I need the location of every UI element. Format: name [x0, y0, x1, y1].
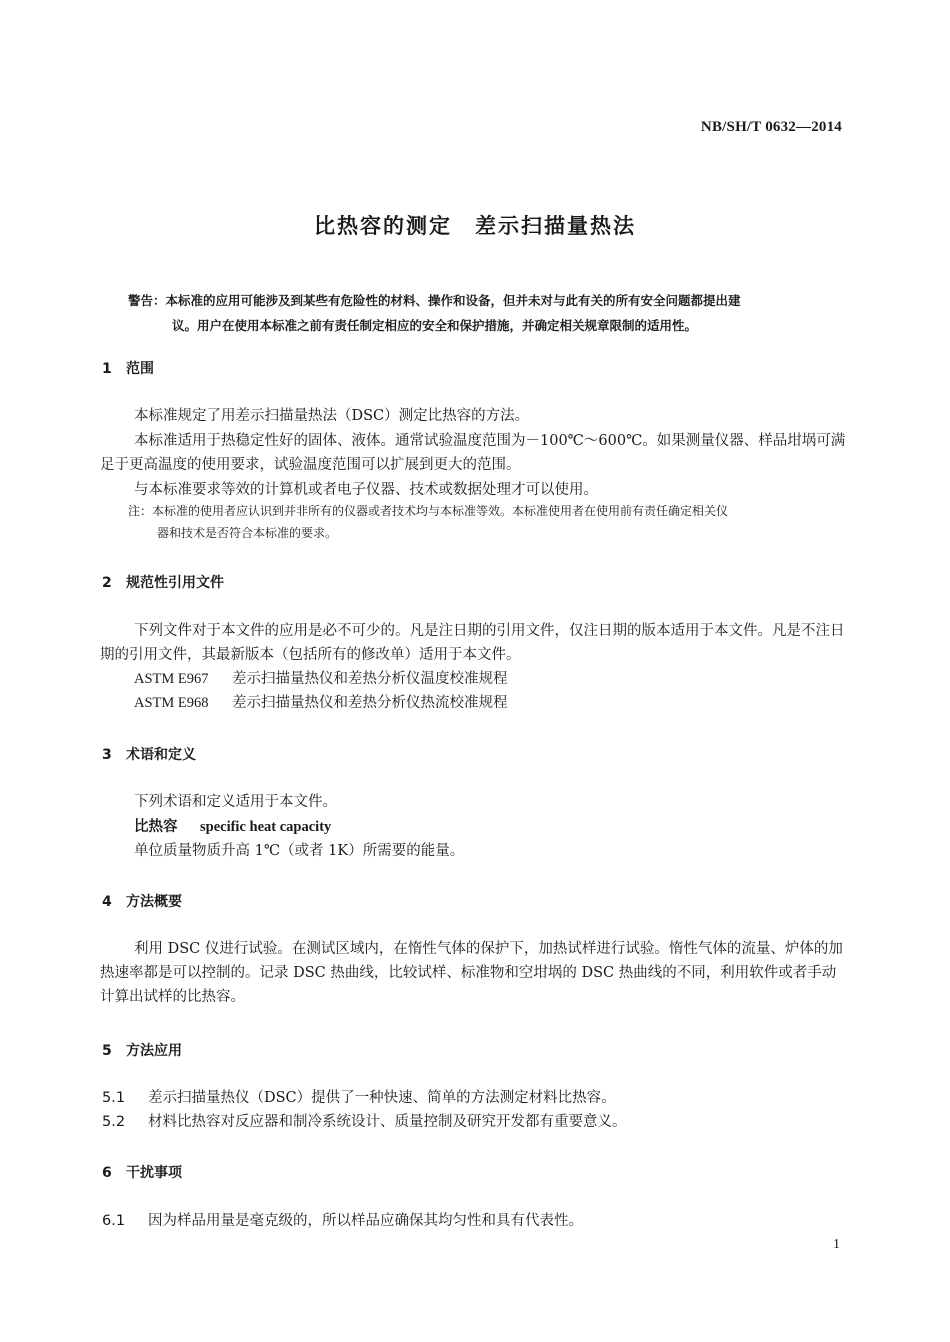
term-chinese: 比热容 — [134, 819, 178, 835]
section-2-para-1: 下列文件对于本文件的应用是必不可少的。凡是注日期的引用文件，仅注日期的版本适用于本文件。凡是不注日期的引用文件，其最新版本（包括所有的修改单）适用于本文件。 — [100, 623, 845, 663]
section-number: 6 — [102, 1165, 112, 1181]
section-title: 方法应用 — [126, 1043, 182, 1059]
clause-number: 5.2 — [102, 1114, 126, 1130]
page-number: 1 — [833, 1237, 840, 1252]
reference-title: 差示扫描量热仪和差热分析仪热流校准规程 — [232, 695, 508, 711]
clause-5-2 — [102, 1110, 627, 1134]
section-3-para-1: 下列术语和定义适用于本文件。 — [134, 794, 337, 810]
clause-5-1 — [102, 1086, 616, 1110]
note-line-2: 器和技术是否符合本标准的要求。 — [157, 526, 338, 540]
term-english: specific heat capacity — [200, 819, 332, 835]
section-1-para-2: 本标准适用于热稳定性好的固体、液体。通常试验温度范围为－100℃～600℃。如果测量仪器、样品坩埚可满足于更高温度的使用要求，试验温度范围可以扩展到更大的范围。 — [100, 433, 846, 473]
section-number: 3 — [102, 747, 112, 763]
section-title: 方法概要 — [126, 894, 182, 910]
section-title: 术语和定义 — [126, 747, 196, 763]
section-title: 规范性引用文件 — [126, 575, 224, 591]
warning-line-2: 议。用户在使用本标准之前有责任制定相应的安全和保护措施，并确定相关规章限制的适用性。 — [172, 318, 698, 333]
clause-number: 6.1 — [102, 1213, 126, 1229]
section-1-note — [128, 500, 850, 544]
clause-text: 材料比热容对反应器和制冷系统设计、质量控制及研究开发都有重要意义。 — [148, 1114, 627, 1130]
section-2-heading — [102, 572, 224, 592]
section-3-heading — [102, 744, 196, 764]
clause-6-1 — [102, 1209, 583, 1233]
reference-item — [134, 691, 508, 715]
warning-block — [128, 288, 848, 338]
section-5-heading — [102, 1040, 182, 1060]
clause-text: 因为样品用量是毫克级的，所以样品应确保其均匀性和具有代表性。 — [148, 1213, 583, 1229]
section-1-heading — [102, 358, 154, 378]
reference-item — [134, 667, 508, 691]
term-definition: 单位质量物质升高 1℃（或者 1K）所需要的能量。 — [134, 843, 465, 859]
section-1-para-3: 与本标准要求等效的计算机或者电子仪器、技术或数据处理才可以使用。 — [134, 482, 598, 498]
section-number: 4 — [102, 894, 112, 910]
section-number: 2 — [102, 575, 112, 591]
section-6-heading — [102, 1162, 182, 1182]
section-4-heading — [102, 891, 182, 911]
section-number: 1 — [102, 361, 112, 377]
section-number: 5 — [102, 1043, 112, 1059]
section-1-para-1: 本标准规定了用差示扫描量热法（DSC）测定比热容的方法。 — [134, 408, 530, 424]
warning-line-1: 警告：本标准的应用可能涉及到某些有危险性的材料、操作和设备，但并未对与此有关的所有安全问题都提出建 — [128, 293, 741, 308]
reference-code: ASTM E968 — [134, 695, 209, 711]
section-title: 范围 — [126, 361, 154, 377]
reference-code: ASTM E967 — [134, 671, 209, 687]
note-line-1: 注：本标准的使用者应认识到并非所有的仪器或者技术均与本标准等效。本标准使用者在使用前有责任确定相关仪 — [128, 504, 729, 518]
clause-text: 差示扫描量热仪（DSC）提供了一种快速、简单的方法测定材料比热容。 — [148, 1090, 616, 1106]
section-4-para-1: 利用 DSC 仪进行试验。在测试区域内，在惰性气体的保护下，加热试样进行试验。惰性气体的流量、炉体的加热速率都是可以控制的。记录 DSC 热曲线，比较试样、标准物和空坩埚的 DSC 热曲线的不同，利用软件或者手动计算出试样的比热容。 — [100, 941, 843, 1005]
section-title: 干扰事项 — [126, 1165, 182, 1181]
standard-code: NB/SH/T 0632—2014 — [700, 119, 842, 135]
document-title: 比热容的测定 差示扫描量热法 — [314, 214, 636, 238]
term-entry — [134, 815, 331, 839]
clause-number: 5.1 — [102, 1090, 126, 1106]
reference-title: 差示扫描量热仪和差热分析仪温度校准规程 — [232, 671, 508, 687]
